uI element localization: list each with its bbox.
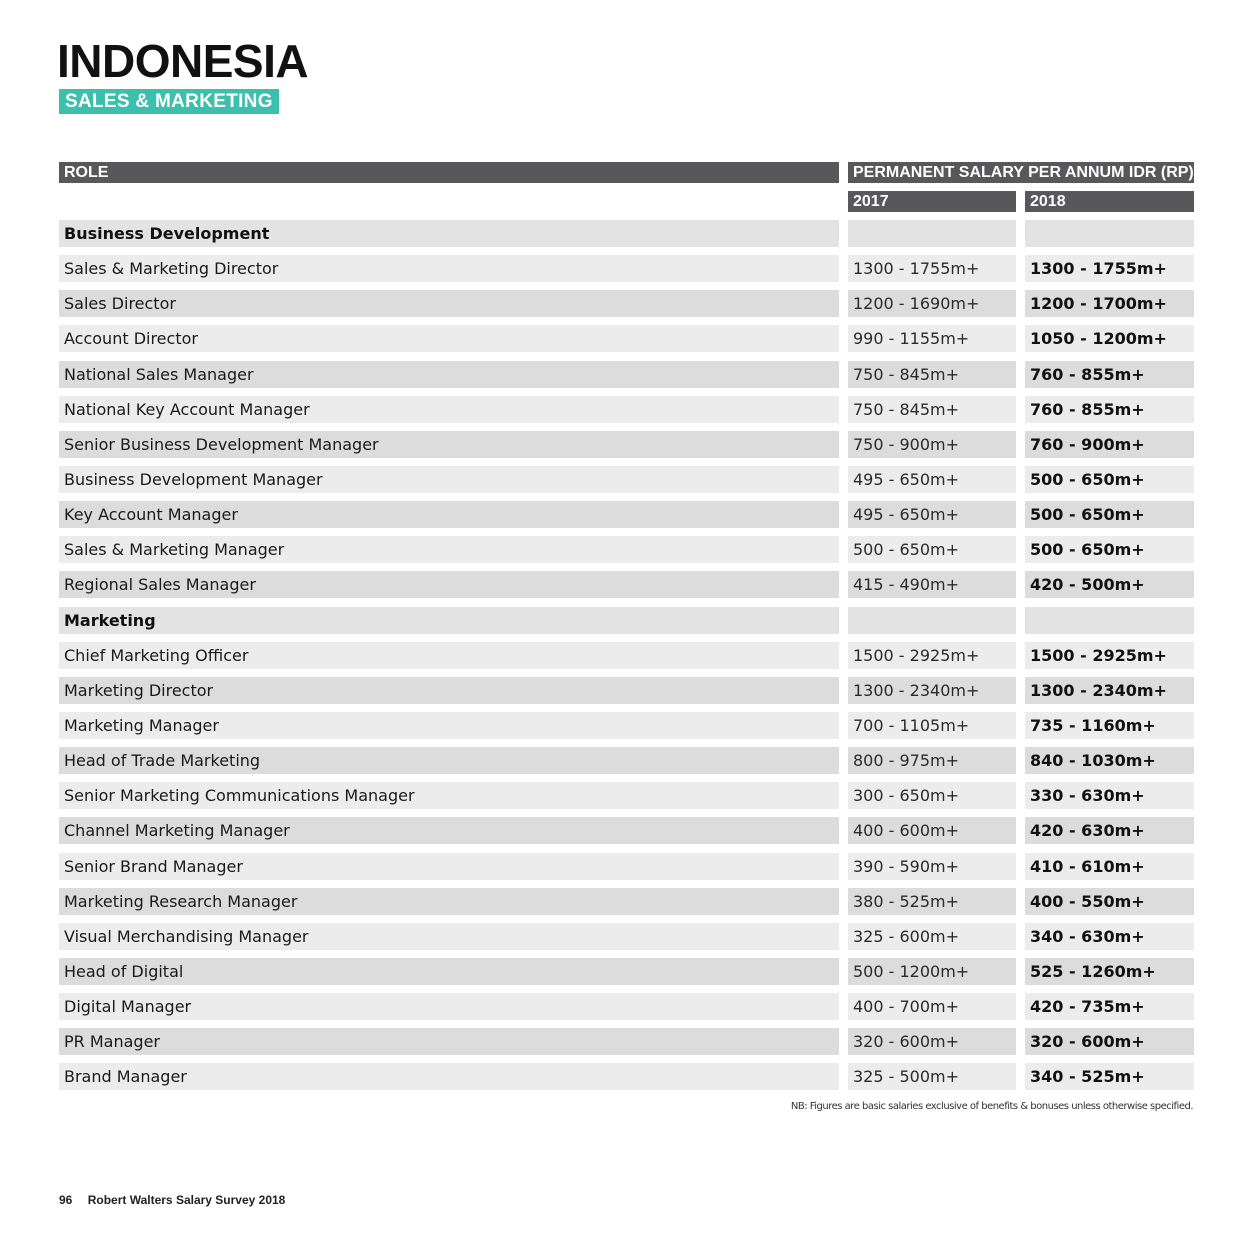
salary-2018-cell: 1300 - 1755m+ [1025, 255, 1194, 282]
table-row [59, 958, 1194, 985]
table-row [59, 501, 1194, 528]
salary-2017-cell: 500 - 650m+ [848, 536, 1016, 563]
table-row [59, 361, 1194, 388]
page-number: 96 [59, 1193, 73, 1207]
table-row [59, 290, 1194, 317]
role-cell: Regional Sales Manager [59, 571, 839, 598]
salary-2018-cell: 420 - 630m+ [1025, 817, 1194, 844]
salary-2018-cell: 500 - 650m+ [1025, 466, 1194, 493]
salary-2017-cell: 325 - 500m+ [848, 1063, 1016, 1090]
salary-2018-cell: 525 - 1260m+ [1025, 958, 1194, 985]
year-2018-header: 2018 [1025, 191, 1194, 212]
salary-2018-cell: 330 - 630m+ [1025, 782, 1194, 809]
table-row [59, 431, 1194, 458]
table-row [59, 923, 1194, 950]
salary-2018-cell: 500 - 650m+ [1025, 536, 1194, 563]
role-cell: Brand Manager [59, 1063, 839, 1090]
salary-2017-cell: 1300 - 2340m+ [848, 677, 1016, 704]
category-row [59, 220, 1194, 247]
table-row [59, 255, 1194, 282]
role-cell: Senior Business Development Manager [59, 431, 839, 458]
salary-2018-cell: 1500 - 2925m+ [1025, 642, 1194, 669]
salary-2018-cell: 1200 - 1700m+ [1025, 290, 1194, 317]
salary-2018-cell: 410 - 610m+ [1025, 853, 1194, 880]
salary-2017-cell: 750 - 845m+ [848, 396, 1016, 423]
salary-2017-cell: 800 - 975m+ [848, 747, 1016, 774]
role-column-header: ROLE [59, 162, 839, 183]
role-cell: Head of Trade Marketing [59, 747, 839, 774]
role-cell: Sales & Marketing Manager [59, 536, 839, 563]
role-cell: Senior Brand Manager [59, 853, 839, 880]
salary-2017-cell [848, 607, 1016, 634]
table-row [59, 853, 1194, 880]
table-row [59, 571, 1194, 598]
table-row [59, 396, 1194, 423]
salary-2018-cell: 340 - 630m+ [1025, 923, 1194, 950]
role-cell: Chief Marketing Officer [59, 642, 839, 669]
table-row [59, 1063, 1194, 1090]
salary-2017-cell: 325 - 600m+ [848, 923, 1016, 950]
table-row [59, 712, 1194, 739]
salary-2017-cell: 750 - 845m+ [848, 361, 1016, 388]
salary-2017-cell [848, 220, 1016, 247]
role-cell: Visual Merchandising Manager [59, 923, 839, 950]
table-row [59, 782, 1194, 809]
year-2017-header: 2017 [848, 191, 1016, 212]
publication-title: Robert Walters Salary Survey 2018 [87, 1193, 286, 1207]
salary-2017-cell: 495 - 650m+ [848, 466, 1016, 493]
table-row [59, 466, 1194, 493]
salary-2017-cell: 1300 - 1755m+ [848, 255, 1016, 282]
salary-2018-cell: 420 - 735m+ [1025, 993, 1194, 1020]
salary-group-header: PERMANENT SALARY PER ANNUM IDR (RP) [848, 162, 1194, 183]
table-row [59, 677, 1194, 704]
table-row [59, 817, 1194, 844]
salary-2018-cell: 760 - 855m+ [1025, 396, 1194, 423]
salary-2018-cell: 735 - 1160m+ [1025, 712, 1194, 739]
salary-2018-cell: 1050 - 1200m+ [1025, 325, 1194, 352]
table-row [59, 888, 1194, 915]
section-badge: SALES & MARKETING [59, 89, 279, 114]
salary-2017-cell: 380 - 525m+ [848, 888, 1016, 915]
salary-2018-cell: 840 - 1030m+ [1025, 747, 1194, 774]
salary-table-body [59, 220, 1194, 1099]
role-cell: Account Director [59, 325, 839, 352]
salary-2018-cell [1025, 220, 1194, 247]
table-row [59, 325, 1194, 352]
footnote: NB: Figures are basic salaries exclusive of benefits & bonuses unless otherwise specified. [790, 1101, 1193, 1112]
salary-2017-cell: 500 - 1200m+ [848, 958, 1016, 985]
role-cell: National Key Account Manager [59, 396, 839, 423]
salary-2017-cell: 400 - 700m+ [848, 993, 1016, 1020]
role-cell: National Sales Manager [59, 361, 839, 388]
salary-2018-cell: 340 - 525m+ [1025, 1063, 1194, 1090]
role-cell: Head of Digital [59, 958, 839, 985]
salary-2018-cell: 320 - 600m+ [1025, 1028, 1194, 1055]
salary-2017-cell: 1500 - 2925m+ [848, 642, 1016, 669]
role-cell: Business Development Manager [59, 466, 839, 493]
page-title: INDONESIA [57, 35, 309, 87]
salary-2017-cell: 990 - 1155m+ [848, 325, 1016, 352]
role-cell: Key Account Manager [59, 501, 839, 528]
salary-2018-cell: 1300 - 2340m+ [1025, 677, 1194, 704]
salary-2017-cell: 300 - 650m+ [848, 782, 1016, 809]
role-cell: Channel Marketing Manager [59, 817, 839, 844]
role-cell: Sales & Marketing Director [59, 255, 839, 282]
salary-2018-cell: 500 - 650m+ [1025, 501, 1194, 528]
role-cell: Marketing Research Manager [59, 888, 839, 915]
table-row [59, 536, 1194, 563]
salary-2018-cell: 420 - 500m+ [1025, 571, 1194, 598]
salary-2018-cell [1025, 607, 1194, 634]
table-row [59, 747, 1194, 774]
salary-2018-cell: 760 - 855m+ [1025, 361, 1194, 388]
salary-2018-cell: 400 - 550m+ [1025, 888, 1194, 915]
table-row [59, 1028, 1194, 1055]
role-cell: Marketing Manager [59, 712, 839, 739]
salary-2017-cell: 700 - 1105m+ [848, 712, 1016, 739]
role-cell: Sales Director [59, 290, 839, 317]
salary-2017-cell: 1200 - 1690m+ [848, 290, 1016, 317]
salary-2017-cell: 750 - 900m+ [848, 431, 1016, 458]
salary-2017-cell: 390 - 590m+ [848, 853, 1016, 880]
role-cell: Marketing Director [59, 677, 839, 704]
table-row [59, 642, 1194, 669]
table-row [59, 993, 1194, 1020]
page-footer [59, 1193, 285, 1207]
salary-2018-cell: 760 - 900m+ [1025, 431, 1194, 458]
role-cell: Senior Marketing Communications Manager [59, 782, 839, 809]
salary-2017-cell: 400 - 600m+ [848, 817, 1016, 844]
role-cell: Digital Manager [59, 993, 839, 1020]
category-label: Business Development [59, 220, 839, 247]
role-cell: PR Manager [59, 1028, 839, 1055]
category-label: Marketing [59, 607, 839, 634]
salary-2017-cell: 415 - 490m+ [848, 571, 1016, 598]
salary-2017-cell: 320 - 600m+ [848, 1028, 1016, 1055]
category-row [59, 607, 1194, 634]
salary-2017-cell: 495 - 650m+ [848, 501, 1016, 528]
